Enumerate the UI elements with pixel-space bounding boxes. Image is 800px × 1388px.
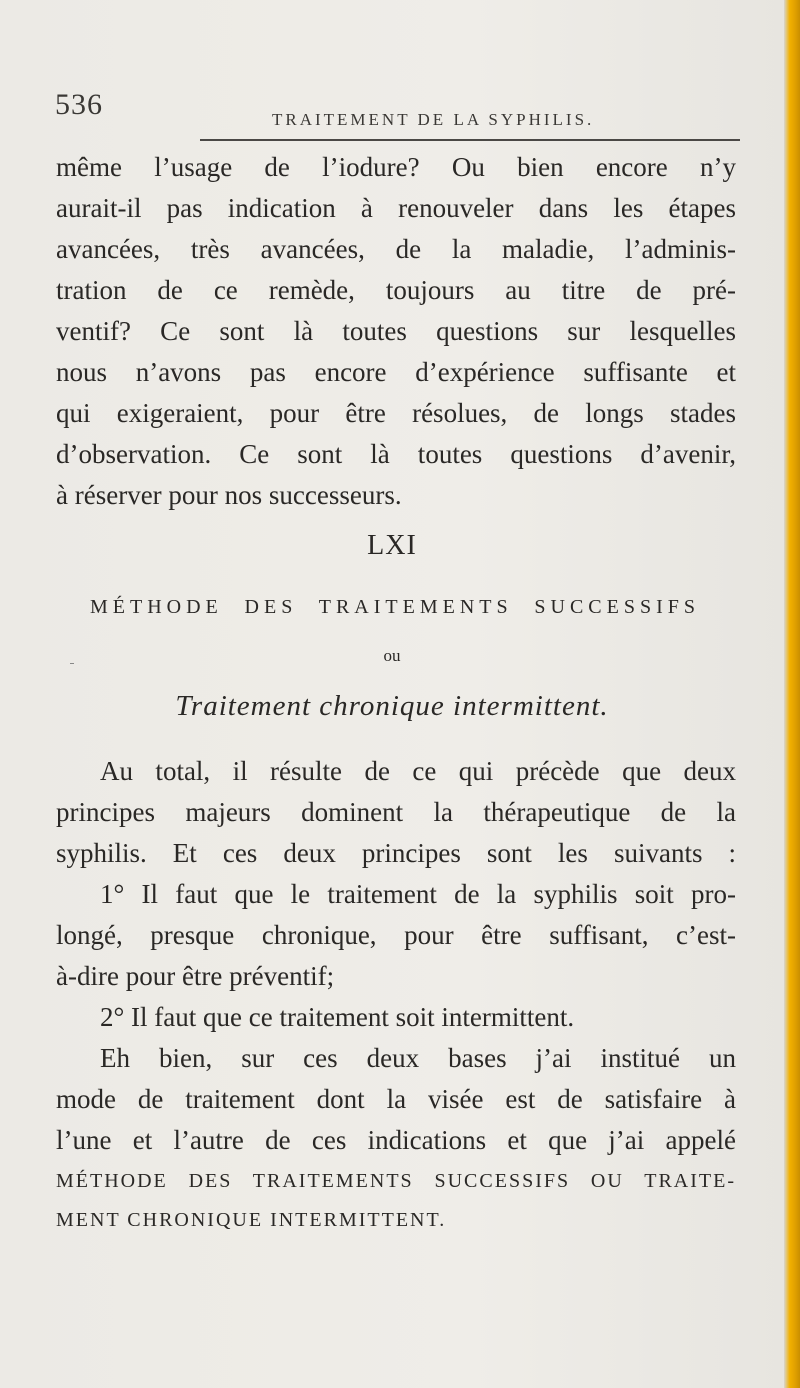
text-line: principes majeurs dominent la thérapeutique de la — [56, 797, 736, 827]
text-line: mode de traitement dont la visée est de satisfaire à — [56, 1084, 736, 1114]
text-line: aurait-il pas indication à renouveler dans les étapes — [56, 193, 736, 223]
text-line-smallcaps: MENT CHRONIQUE INTERMITTENT. — [56, 1209, 447, 1231]
text-line: qui exigeraient, pour être résolues, de longs stades — [56, 398, 736, 428]
text-line: 1° Il faut que le traitement de la syphilis soit pro- — [100, 879, 736, 909]
section-title: MÉTHODE DES TRAITEMENTS SUCCESSIFS — [90, 596, 700, 618]
text-line: à réserver pour nos successeurs. — [56, 480, 402, 510]
running-head: TRAITEMENT DE LA SYPHILIS. — [272, 110, 595, 129]
header-rule — [200, 139, 740, 141]
text-line: longé, presque chronique, pour être suffisant, c’est- — [56, 920, 736, 950]
text-line: 2° Il faut que ce traitement soit intermittent. — [100, 1002, 575, 1032]
page-number: 536 — [55, 88, 103, 121]
chapter-number: LXI — [367, 530, 417, 561]
section-connector: ou — [383, 646, 401, 665]
text-line: Eh bien, sur ces deux bases j’ai institué un — [100, 1043, 736, 1073]
text-line: l’une et l’autre de ces indications et que j’ai appelé — [56, 1125, 736, 1155]
text-line-smallcaps: MÉTHODE DES TRAITEMENTS SUCCESSIFS OU TRAITE- — [56, 1170, 736, 1192]
page-edge — [784, 0, 800, 1388]
text-line: d’observation. Ce sont là toutes questions d’avenir, — [56, 439, 736, 469]
text-line: à-dire pour être préventif; — [56, 961, 335, 991]
text-line: avancées, très avancées, de la maladie, l’adminis- — [56, 234, 736, 264]
text-line: ventif? Ce sont là toutes questions sur lesquelles — [56, 316, 736, 346]
text-line: nous n’avons pas encore d’expérience suffisante et — [56, 357, 736, 387]
section-subtitle: Traitement chronique intermittent. — [175, 690, 609, 722]
text-line: Au total, il résulte de ce qui précède que deux — [100, 756, 736, 786]
text-line: syphilis. Et ces deux principes sont les suivants : — [56, 838, 736, 868]
text-line: tration de ce remède, toujours au titre de pré- — [56, 275, 736, 305]
text-line: même l’usage de l’iodure? Ou bien encore n’y — [56, 152, 736, 182]
